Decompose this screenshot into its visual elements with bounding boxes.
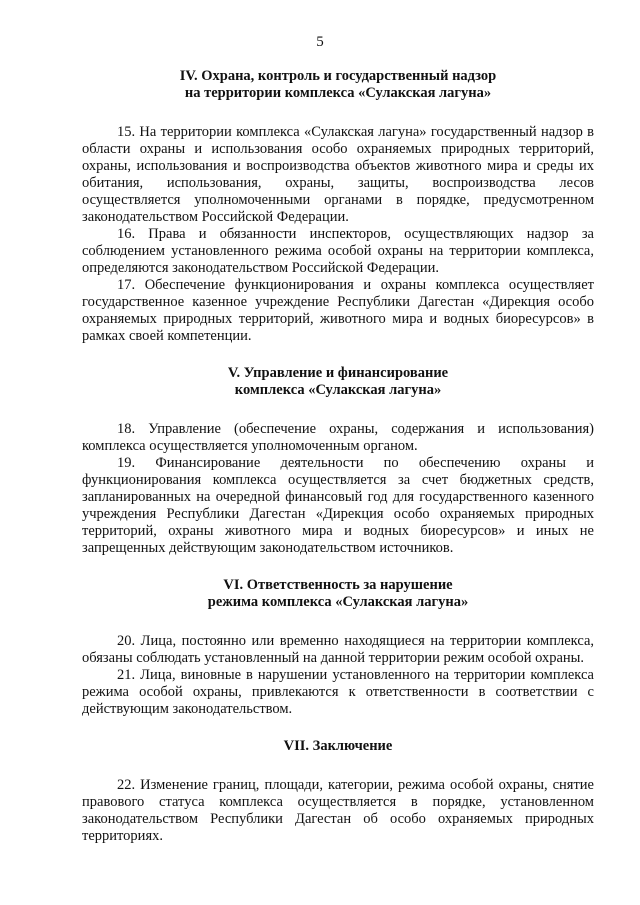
section-heading-line: VII. Заключение xyxy=(283,738,393,754)
section-heading-line: режима комплекса «Сулакская лагуна» xyxy=(207,594,469,610)
paragraph-19: 19. Финансирование деятельности по обеспечению охраны и функционирования комплекса осуществляется за счет бюджетных средств, запланированных на очередной финансовый год для государственного казенного учреждения Республики Дагестан «Дирекция особо охраняемых природных территорий, охраны животного мира и водных биоресурсов» и иных не запрещенных действующим законодательством источников. xyxy=(82,455,594,556)
section-heading-line: IV. Охрана, контроль и государственный надзор xyxy=(179,68,497,84)
paragraph-17: 17. Обеспечение функционирования и охраны комплекса осуществляет государственное казенное учреждение Республики Дагестан «Дирекция особо охраняемых природных территорий, животного мира и водных биоресурсов» в рамках своей компетенции. xyxy=(82,277,594,344)
document-body xyxy=(82,60,594,845)
section-heading-vii xyxy=(82,738,594,755)
section-heading-v xyxy=(82,365,594,399)
paragraph-16: 16. Права и обязанности инспекторов, осуществляющих надзор за соблюдением установленного режима особой охраны на территории комплекса, определяются законодательством Российской Федерации. xyxy=(82,226,594,276)
section-heading-line: комплекса «Сулакская лагуна» xyxy=(234,382,442,398)
section-heading-iv xyxy=(82,68,594,102)
page-number: 5 xyxy=(316,34,324,50)
paragraph-15: 15. На территории комплекса «Сулакская лагуна» государственный надзор в области охраны и использования особо охраняемых природных территорий, охраны, использования и воспроизводства объектов животного мира и среды их обитания, использования, охраны, защиты, воспроизводства лесов осуществляется уполномоченными органами в порядке, предусмотренном законодательством Российской Федерации. xyxy=(82,124,594,225)
section-heading-vi xyxy=(82,577,594,611)
section-heading-line: V. Управление и финансирование xyxy=(227,365,449,381)
paragraph-22: 22. Изменение границ, площади, категории, режима особой охраны, снятие правового статуса комплекса осуществляется в порядке, установленном законодательством Республики Дагестан об особо охраняемых природных территориях. xyxy=(82,777,594,844)
section-heading-line: VI. Ответственность за нарушение xyxy=(223,577,453,593)
paragraph-20: 20. Лица, постоянно или временно находящиеся на территории комплекса, обязаны соблюдать установленный на данной территории режим особой охраны. xyxy=(82,633,594,666)
section-heading-line: на территории комплекса «Сулакская лагуна» xyxy=(184,85,492,101)
paragraph-18: 18. Управление (обеспечение охраны, содержания и использования) комплекса осуществляется уполномоченным органом. xyxy=(82,421,594,454)
paragraph-21: 21. Лица, виновные в нарушении установленного на территории комплекса режима особой охраны, привлекаются к ответственности в соответствии с действующим законодательством. xyxy=(82,667,594,717)
